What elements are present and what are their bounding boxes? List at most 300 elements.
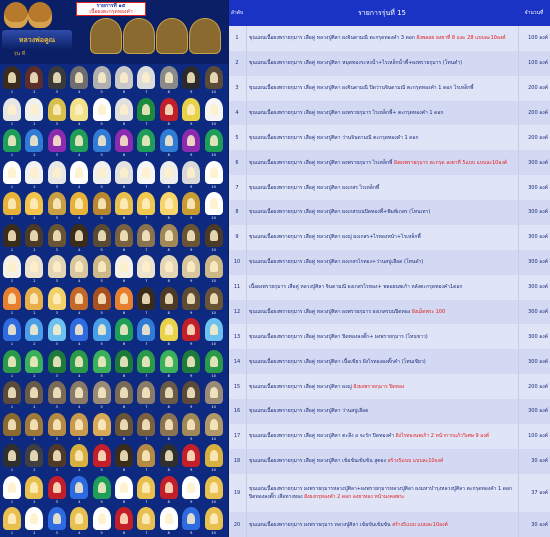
amulet-image [48, 129, 66, 152]
item-quantity: 300 องค์ [518, 200, 550, 225]
catalog-header [0, 0, 228, 64]
buddha-figure [120, 513, 128, 524]
amulet-number: 4 [78, 468, 81, 472]
item-quantity: 200 องค์ [518, 101, 550, 126]
amulet-number: 1 [10, 216, 14, 220]
buddha-figure [53, 419, 61, 430]
buddha-figure [120, 356, 128, 367]
amulet-image [48, 161, 66, 184]
buddha-figure [210, 293, 218, 304]
amulet-image [160, 66, 178, 89]
amulet-number: 9 [190, 184, 193, 189]
buddha-figure [30, 135, 38, 146]
amulet-image [93, 224, 111, 247]
amulet-image [137, 129, 155, 152]
buddha-figure [30, 167, 38, 178]
buddha-figure [142, 419, 150, 430]
amulet-number: 9 [190, 373, 193, 378]
buddha-figure [187, 230, 195, 241]
amulet-number: 10 [211, 216, 216, 220]
item-description [246, 374, 518, 399]
amulet-number: 1 [10, 184, 14, 189]
amulet-number: 10 [211, 468, 216, 472]
amulet-number: 4 [78, 184, 81, 189]
buddha-figure [75, 293, 83, 304]
amulet-number: 10 [211, 436, 216, 441]
amulet-number: 8 [167, 247, 170, 252]
buddha-figure [120, 104, 128, 115]
amulet-number: 1 [10, 531, 14, 535]
amulet-number: 5 [100, 153, 103, 157]
amulet-number: 8 [167, 468, 170, 472]
amulet-number: 3 [55, 153, 58, 157]
buddha-figure [75, 198, 83, 209]
amulet-image [3, 350, 21, 373]
buddha-figure [165, 167, 173, 178]
buddha-figure [165, 230, 173, 241]
buddha-figure [210, 104, 218, 115]
item-text: เนื้อผงพรายกุมาร เสือคู่ หลวงปู่ศิลา จินดามณี ผงเกสรไรทอง+ พลอยนพเก้า หลังตะกรุดทองคำ1ดอก [249, 284, 463, 291]
buddha-figure [98, 72, 106, 83]
buddha-figure [75, 324, 83, 335]
buddha-figure [53, 261, 61, 272]
buddha-figure [53, 293, 61, 304]
amulet-number: 1 [10, 279, 14, 283]
amulet-image [93, 255, 111, 278]
row-number: 12 [233, 308, 241, 315]
buddha-figure [8, 198, 16, 209]
amulet-number: 8 [167, 373, 170, 378]
amulet-number: 9 [190, 216, 193, 220]
item-quantity: 200 องค์ [518, 125, 550, 150]
item-highlight: ฝังผงพรายกุมาร ปิดทอง [353, 383, 405, 390]
item-highlight: สร้าง5แบบ แบบละ10องค์ [387, 458, 444, 465]
buddha-figure [142, 482, 150, 493]
amulet-number: 9 [190, 405, 193, 409]
amulet-number: 9 [190, 499, 193, 504]
row-number: 10 [233, 259, 241, 266]
amulet-row [0, 159, 228, 192]
item-text: ขุนแผนเนื้อผงพรายกุมาร เสือคู่ หลวงปู่ศิลา ตะลึง อ จะรัก ปิดทองคำ [249, 433, 394, 440]
amulet-number: 9 [190, 531, 193, 535]
amulet-number: 3 [55, 279, 58, 283]
amulet-image [182, 507, 200, 530]
amulet-image [115, 413, 133, 436]
item-text: ขุนแผนเนื้อผงพรายกุมาร เสือคู่ หลวงปู่ศิลา ผงจินดามณี ปิดว่านจินดามณี ตะกรุดทองคำ 1 ดอก ไรเหล็กพี้ [249, 85, 474, 92]
amulet-image [160, 129, 178, 152]
amulet-image [156, 18, 188, 54]
amulet-image [48, 350, 66, 373]
amulet-row [0, 253, 228, 286]
row-number: 3 [235, 85, 239, 92]
amulet-number: 7 [145, 436, 148, 441]
amulet-catalog-image [0, 0, 228, 537]
amulet-image [3, 98, 21, 121]
amulet-number: 2 [33, 531, 36, 535]
buddha-figure [210, 72, 218, 83]
amulet-image [93, 381, 111, 404]
amulet-image [25, 255, 43, 278]
amulet-row [0, 285, 228, 318]
buddha-figure [165, 324, 173, 335]
item-quantity: 30 องค์ [518, 512, 550, 537]
amulet-image [70, 444, 88, 467]
buddha-figure [142, 198, 150, 209]
amulet-number: 2 [33, 468, 36, 472]
buddha-figure [165, 293, 173, 304]
amulet-number: 8 [167, 184, 170, 189]
buddha-figure [8, 72, 16, 83]
amulet-number: 1 [10, 342, 14, 346]
amulet-image [137, 476, 155, 499]
amulet-image [25, 381, 43, 404]
amulet-number: 6 [122, 531, 126, 535]
buddha-figure [120, 72, 128, 83]
amulet-image [160, 287, 178, 310]
buddha-figure [165, 482, 173, 493]
row-number: 16 [233, 408, 241, 415]
amulet-image [160, 444, 178, 467]
buddha-figure [142, 387, 150, 398]
monk-portrait [4, 2, 28, 28]
row-number: 8 [235, 209, 239, 216]
row-number: 2 [235, 60, 239, 67]
amulet-image [115, 255, 133, 278]
amulet-number: 2 [33, 279, 36, 283]
amulet-number: 7 [145, 373, 148, 378]
amulet-image [70, 66, 88, 89]
amulet-number: 1 [10, 90, 14, 94]
amulet-image [182, 161, 200, 184]
amulet-image [160, 350, 178, 373]
amulet-number: 6 [122, 499, 126, 504]
column-header-no: ลำดับ [230, 10, 244, 16]
column-header-item: รายการรุ่นที่ 15 [357, 9, 406, 17]
buddha-figure [142, 104, 150, 115]
amulet-image [182, 66, 200, 89]
buddha-figure [120, 482, 128, 493]
row-number: 4 [235, 110, 239, 117]
buddha-figure [30, 450, 38, 461]
amulet-image [3, 381, 21, 404]
amulet-image [182, 129, 200, 152]
item-quantity: 200 องค์ [518, 374, 550, 399]
amulet-number: 4 [78, 373, 81, 378]
table-row [229, 250, 550, 276]
item-quantity: 300 องค์ [518, 275, 550, 300]
table-row [229, 150, 550, 176]
amulet-image [3, 129, 21, 152]
buddha-figure [75, 72, 83, 83]
amulet-image [160, 192, 178, 215]
buddha-figure [210, 482, 218, 493]
amulet-number: 8 [167, 121, 170, 126]
amulet-number: 2 [33, 121, 36, 126]
buddha-figure [8, 167, 16, 178]
amulet-number: 7 [145, 90, 148, 94]
buddha-figure [30, 198, 38, 209]
amulet-image [93, 318, 111, 341]
amulet-number: 9 [190, 153, 193, 157]
amulet-image [48, 98, 66, 121]
buddha-figure [8, 230, 16, 241]
amulet-image [160, 161, 178, 184]
amulet-number: 7 [145, 247, 148, 252]
buddha-figure [30, 356, 38, 367]
buddha-figure [187, 104, 195, 115]
amulet-image [3, 318, 21, 341]
amulet-image [205, 413, 223, 436]
buddha-figure [75, 104, 83, 115]
table-row [229, 225, 550, 251]
catalog-tag [76, 2, 146, 16]
row-number: 5 [235, 134, 239, 141]
amulet-number: 8 [167, 310, 170, 315]
amulet-image [48, 444, 66, 467]
amulet-image [48, 192, 66, 215]
buddha-figure [98, 387, 106, 398]
amulet-image [93, 161, 111, 184]
amulet-number: 10 [211, 121, 216, 126]
buddha-figure [210, 261, 218, 272]
amulet-image [70, 224, 88, 247]
buddha-figure [8, 261, 16, 272]
item-description [246, 150, 518, 175]
amulet-image [160, 507, 178, 530]
amulet-image [48, 476, 66, 499]
amulet-image [205, 66, 223, 89]
amulet-number: 7 [145, 121, 148, 126]
item-text: ขุนแผนเนื้อผงพรายกุมาร เสือคู่ หลวงปู่ศิลา ผงเกสรไรทอง+ว่านสบู่เลือด (โทนดำ) [249, 259, 424, 266]
amulet-number: 8 [167, 531, 170, 535]
amulet-image [137, 66, 155, 89]
amulet-image [115, 476, 133, 499]
amulet-number: 9 [190, 342, 193, 346]
buddha-figure [187, 324, 195, 335]
amulet-image [70, 161, 88, 184]
amulet-number: 2 [33, 373, 36, 378]
amulet-number: 3 [55, 373, 58, 378]
amulet-number: 6 [122, 468, 126, 472]
buddha-figure [210, 135, 218, 146]
amulet-number: 1 [10, 310, 14, 315]
item-quantity: 300 องค์ [518, 399, 550, 424]
item-highlight: ฝังไรทองนพเก้า 2 หน้ากากแก้ววิเศษ 9 องค์ [395, 433, 490, 440]
amulet-image [182, 381, 200, 404]
buddha-figure [53, 324, 61, 335]
buddha-figure [187, 513, 195, 524]
item-highlight: ฝังพลอย ลงยาที่ 8 และ 28 แบบละ10องค์ [416, 35, 506, 42]
buddha-figure [210, 198, 218, 209]
amulet-image [115, 161, 133, 184]
amulet-image [205, 318, 223, 341]
amulet-number: 4 [78, 247, 81, 252]
buddha-figure [53, 72, 61, 83]
buddha-figure [120, 135, 128, 146]
buddha-figure [8, 104, 16, 115]
amulet-number: 9 [190, 436, 193, 441]
amulet-image [3, 476, 21, 499]
buddha-figure [98, 135, 106, 146]
item-highlight: ฝังผงกรุทองคำ 2 ดอก ลงยาทอง หน้ามงคลพระ [304, 493, 405, 500]
amulet-number: 6 [122, 342, 126, 346]
amulet-number: 6 [122, 184, 126, 189]
item-quantity: 300 องค์ [518, 150, 550, 175]
amulet-number: 6 [122, 247, 126, 252]
buddha-figure [142, 293, 150, 304]
item-description [246, 225, 518, 250]
amulet-image [205, 255, 223, 278]
amulet-number: 7 [145, 216, 148, 220]
buddha-figure [98, 167, 106, 178]
amulet-image [70, 255, 88, 278]
buddha-figure [165, 72, 173, 83]
amulet-number: 10 [211, 531, 216, 535]
buddha-figure [142, 230, 150, 241]
amulet-number: 9 [190, 310, 193, 315]
amulet-number: 3 [55, 216, 58, 220]
amulet-number: 2 [33, 310, 36, 315]
table-row [229, 449, 550, 475]
buddha-figure [75, 230, 83, 241]
buddha-figure [187, 419, 195, 430]
buddha-figure [8, 324, 16, 335]
amulet-image [182, 413, 200, 436]
amulet-number: 6 [122, 373, 126, 378]
amulet-number: 9 [190, 468, 193, 472]
amulet-number: 5 [100, 121, 103, 126]
amulet-number: 7 [145, 310, 148, 315]
amulet-image [3, 444, 21, 467]
table-row [229, 76, 550, 102]
amulet-row [0, 474, 228, 507]
buddha-figure [142, 513, 150, 524]
amulet-number: 4 [78, 90, 81, 94]
amulet-number: 4 [78, 405, 81, 409]
brand-subtitle: รุ่น ที่ [14, 51, 25, 57]
item-description [246, 125, 518, 150]
buddha-figure [120, 450, 128, 461]
item-description [246, 349, 518, 374]
amulet-image [48, 66, 66, 89]
amulet-number: 3 [55, 436, 58, 441]
amulet-image [3, 224, 21, 247]
amulet-number: 6 [122, 153, 126, 157]
buddha-figure [187, 482, 195, 493]
item-description [246, 101, 518, 126]
amulet-row [0, 442, 228, 475]
amulet-number: 4 [78, 153, 81, 157]
buddha-figure [165, 261, 173, 272]
buddha-figure [165, 513, 173, 524]
amulet-row [0, 348, 228, 381]
amulet-number: 7 [145, 468, 148, 472]
buddha-figure [142, 135, 150, 146]
amulet-number: 10 [211, 342, 216, 346]
amulet-image [160, 381, 178, 404]
row-number: 9 [235, 234, 239, 241]
item-description [246, 275, 518, 300]
amulet-number: 1 [10, 247, 14, 252]
amulet-image [48, 381, 66, 404]
amulet-image [70, 98, 88, 121]
buddha-figure [165, 419, 173, 430]
amulet-image [93, 476, 111, 499]
item-quantity: 200 องค์ [518, 76, 550, 101]
item-list-table [229, 0, 550, 537]
amulet-image [93, 129, 111, 152]
item-text: ขุนแผนเนื้อผงพรายกุมาร เสือคู่ หลวงปู่ศิลา เข้มข้นเข้มข้น สูตอง [249, 458, 386, 465]
item-highlight: สร้าง5แบบ แบบละ10องค์ [392, 521, 448, 528]
amulet-number: 4 [78, 436, 81, 441]
amulet-image [115, 350, 133, 373]
item-highlight: ฝังเม็ดพระ 100 [411, 308, 446, 315]
buddha-figure [210, 419, 218, 430]
amulet-number: 9 [190, 247, 193, 252]
buddha-figure [210, 324, 218, 335]
buddha-figure [98, 324, 106, 335]
amulet-image [25, 350, 43, 373]
amulet-number: 2 [33, 90, 36, 94]
amulet-number: 2 [33, 342, 36, 346]
amulet-image [137, 161, 155, 184]
amulet-number: 3 [55, 342, 58, 346]
buddha-figure [165, 104, 173, 115]
buddha-figure [53, 513, 61, 524]
amulet-image [93, 287, 111, 310]
item-quantity: 37 องค์ [518, 474, 550, 513]
amulet-number: 4 [78, 342, 81, 346]
amulet-number: 1 [10, 373, 14, 378]
amulet-number: 8 [167, 90, 170, 94]
amulet-number: 7 [145, 279, 148, 283]
amulet-number: 4 [78, 531, 81, 535]
amulet-number: 4 [78, 121, 81, 126]
amulet-row [0, 127, 228, 160]
amulet-number: 5 [100, 184, 103, 189]
brand-logo: หลวงพ่อคูณ [2, 30, 72, 50]
amulet-number: 5 [100, 436, 103, 441]
amulet-image [160, 224, 178, 247]
item-description [246, 26, 518, 51]
amulet-image [25, 507, 43, 530]
amulet-number: 3 [55, 468, 58, 472]
amulet-image [3, 161, 21, 184]
buddha-figure [75, 356, 83, 367]
item-text: ขุนแผนเนื้อผงพรายกุมาร เสือคู่ หลวงปู่ศิลา เนื้อเขียว ฝังไรทองลงตั๊กคำ (โทนเขียว) [249, 358, 426, 365]
buddha-figure [120, 293, 128, 304]
amulet-number: 6 [122, 90, 126, 94]
buddha-figure [120, 167, 128, 178]
buddha-figure [142, 324, 150, 335]
item-description [246, 424, 518, 449]
amulet-number: 1 [10, 121, 14, 126]
amulet-image [182, 350, 200, 373]
amulet-image [25, 224, 43, 247]
buddha-figure [98, 261, 106, 272]
amulet-image [160, 255, 178, 278]
amulet-image [182, 444, 200, 467]
amulet-number: 2 [33, 216, 36, 220]
table-row [229, 349, 550, 375]
amulet-number: 8 [167, 436, 170, 441]
amulet-image [3, 287, 21, 310]
amulet-image [93, 507, 111, 530]
amulet-image [137, 381, 155, 404]
amulet-image [182, 192, 200, 215]
amulet-number: 2 [33, 436, 36, 441]
table-row [229, 374, 550, 400]
